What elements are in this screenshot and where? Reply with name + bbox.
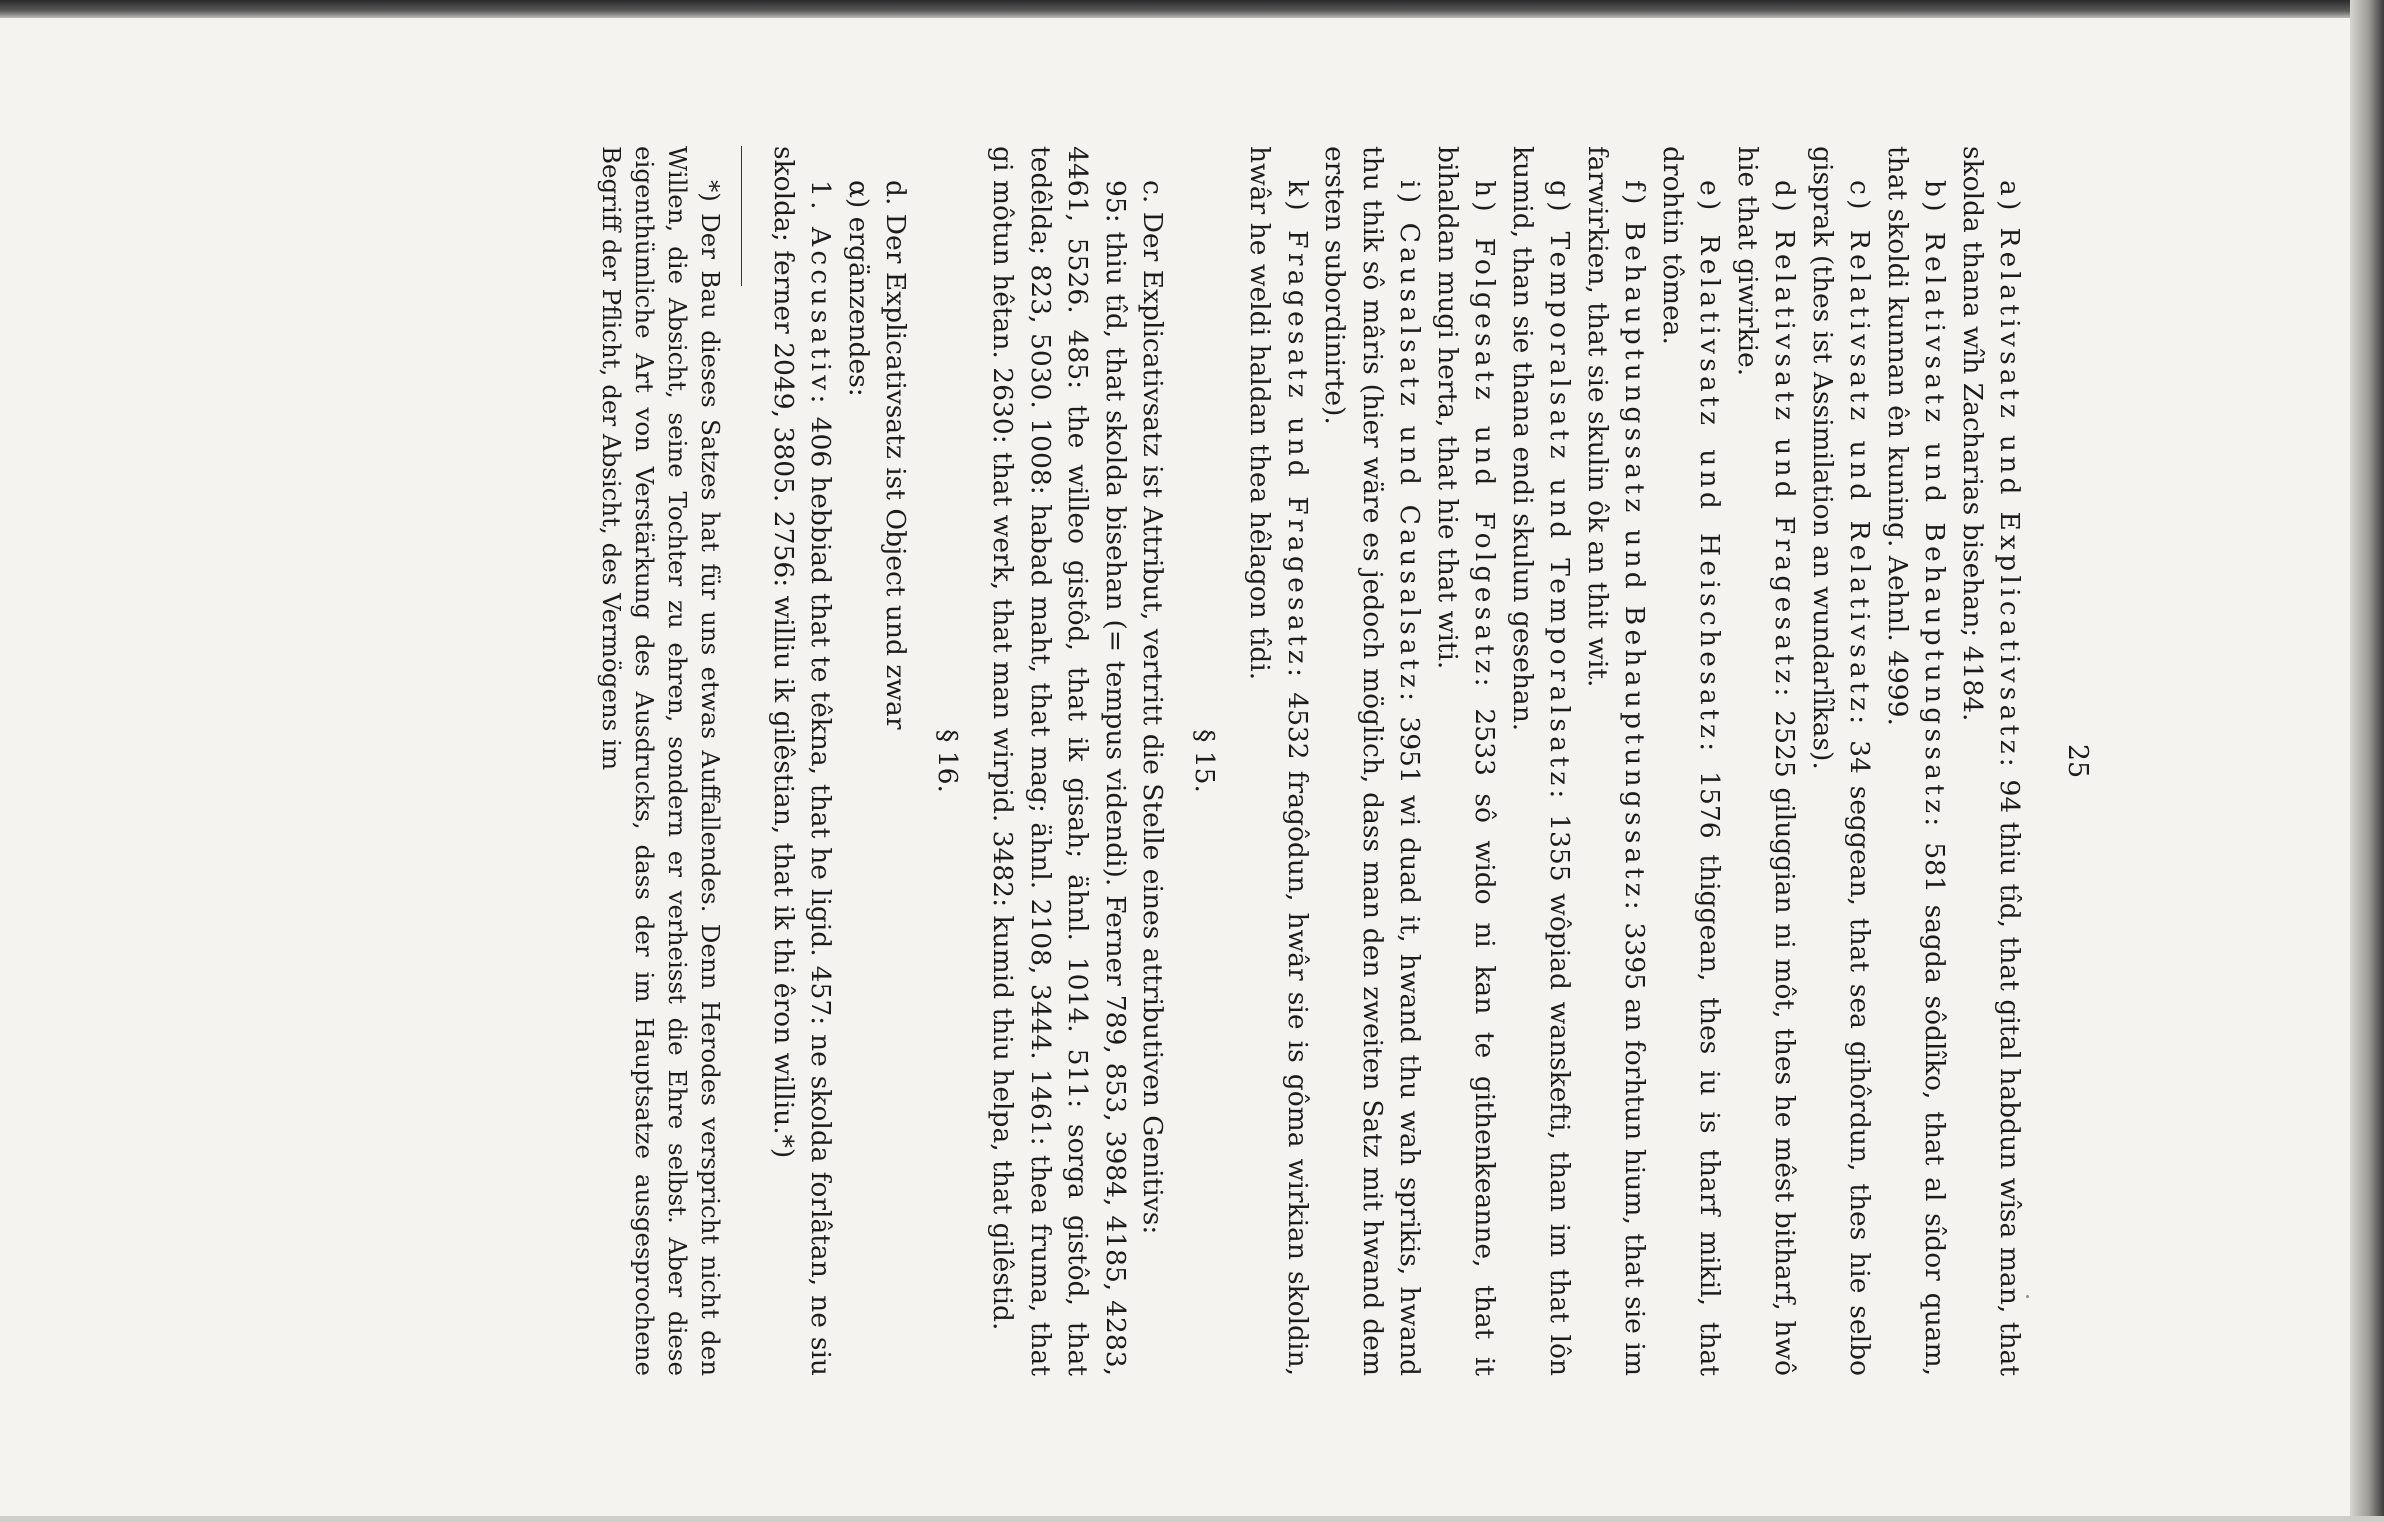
clause-text: 2533 sô wido ni kan te githenkeanne, that it bihaldan mugi herta, that hie that witi. <box>1432 146 1501 1377</box>
clause-text: 34 seggean, that sea gihôrdun, thes hie selbo gisprak (thes ist Assimilation an wundarlîkas). <box>1807 146 1876 1376</box>
clause-text: 2525 giluggian ni môt, thes he mêst bitharf, hwô hie that giwirkie. <box>1732 146 1801 1376</box>
footnote-divider <box>742 146 743 286</box>
clause-label: a) Relativsatz und Explicativsatz: <box>1994 180 2026 771</box>
section-16-intro: d. Der Explicativsatz ist Object und zwar <box>880 180 912 730</box>
section-15-heading: § 15. <box>1189 729 1220 793</box>
footnote: *) Der Bau dieses Satzes hat für uns etwas Auffallendes. Denn Herodes verspricht nicht den Willen, die Absicht, seine Tochter zu ehren, sondern er verheisst die Ehre selbst. Aber diese eigenthümliche Art von Verstärkung des Ausdrucks, dass der im Hauptsatze ausgesprochene Begriff der Pflicht, der Absicht, des Vermögens im <box>597 146 726 1376</box>
section-16-subpoint: α) ergänzendes: <box>843 180 874 397</box>
scan-top-edge <box>0 0 2384 18</box>
clause-item-d <box>1729 146 1804 1376</box>
clause-item-k <box>1241 146 1316 1376</box>
scan-right-edge <box>2350 0 2384 1522</box>
clause-label: k) Fragesatz und Fragesatz: <box>1282 180 1313 682</box>
clause-text: 581 sagda sôdlîko, that al sîdor quam, that skoldi kunnan ên kuning. Aehnl. 4999. <box>1882 146 1951 1376</box>
clause-item-g <box>1504 146 1579 1376</box>
clause-item-a <box>1954 146 2029 1376</box>
section-15-body: 95: thiu tîd, that skolda bisehan (= tempus videndi). Ferner 789, 853, 3984, 4185, 4283, 4461, 5526. 485: the willeo gistôd, that ik gisah; ähnl. 1014. 511: sorga gistôd, that tedêlda; 823, 5030. 1008: habad maht, that mag; ähnl. 2108, 3444. 1461: thea fruma, that gi môtun hêtan. 2630: that werk, that man wirpid. 3482: kumid thiu helpa, that gilêstid. <box>987 146 1131 1376</box>
clause-label: i) Causalsatz und Causalsatz: <box>1394 180 1426 706</box>
clause-label: f) Behauptungssatz und Behauptungssatz: <box>1619 180 1651 914</box>
clause-text: 3395 an forhtun hium, that sie im farwirkien, that sie skulin ôk an thit wit. <box>1582 146 1651 1376</box>
scan-bottom-edge <box>0 1516 2384 1522</box>
clause-label: c) Relativsatz und Relativsatz: <box>1844 180 1876 729</box>
clause-label: d) Relativsatz und Fragesatz: <box>1769 180 1801 701</box>
accusativ-label: 1. Accusativ: <box>805 180 837 408</box>
section-15-intro: c. Der Explicativsatz ist Attribut, vertritt die Stelle eines attributiven Genitivs: <box>1137 180 1169 1235</box>
clause-item-i <box>1316 146 1429 1376</box>
clause-label: b) Relativsatz und Behauptungssatz: <box>1919 180 1951 831</box>
clause-item-h <box>1429 146 1504 1376</box>
clause-label: e) Relativsatz und Heischesatz: <box>1694 180 1726 756</box>
clause-text: 4532 fragôdun, hwâr sie is gôma wirkian skoldin, hwâr he weldi haldan thea hêlagon tîdi. <box>1244 146 1313 1376</box>
page-number: 25 <box>2062 743 2093 779</box>
clause-item-e <box>1654 146 1729 1376</box>
section-16-heading: § 16. <box>932 729 963 793</box>
book-page <box>252 86 2132 1436</box>
clause-text: 1576 thiggean, thes iu is tharf mikil, that drohtin tômea. <box>1657 146 1726 1376</box>
clause-label: h) Folgesatz und Folgesatz: <box>1469 180 1501 691</box>
accusativ-text: 406 hebbiad that te têkna, that he ligid. 457: ne skolda forlâtan, ne siu skolda; ferner 2049, 3805. 2756: williu ik gilêstian, that ik thi êron williu.*) <box>768 146 837 1377</box>
clause-text: 94 thiu tîd, that gital habdun wîsa man, that skolda thana wîh Zacharias bisehan; 4184. <box>1957 146 2026 1376</box>
clause-item-b <box>1879 146 1954 1376</box>
clause-item-c <box>1804 146 1879 1376</box>
clause-text: 1355 wôpiad wanskefti, than im that lôn kumid, than sie thana endi skulun gesehan. <box>1507 146 1576 1376</box>
section-16-accusativ <box>765 146 840 1376</box>
clause-text: 3951 wi duad it, hwand thu wah sprikis, hwand thu thik sô mâris (hier wäre es jedoch möglich, dass man den zweiten Satz mit hwand dem ersten subordinirte). <box>1319 146 1426 1376</box>
clause-label: g) Temporalsatz und Temporalsatz: <box>1544 180 1576 803</box>
clause-item-f <box>1579 146 1654 1376</box>
